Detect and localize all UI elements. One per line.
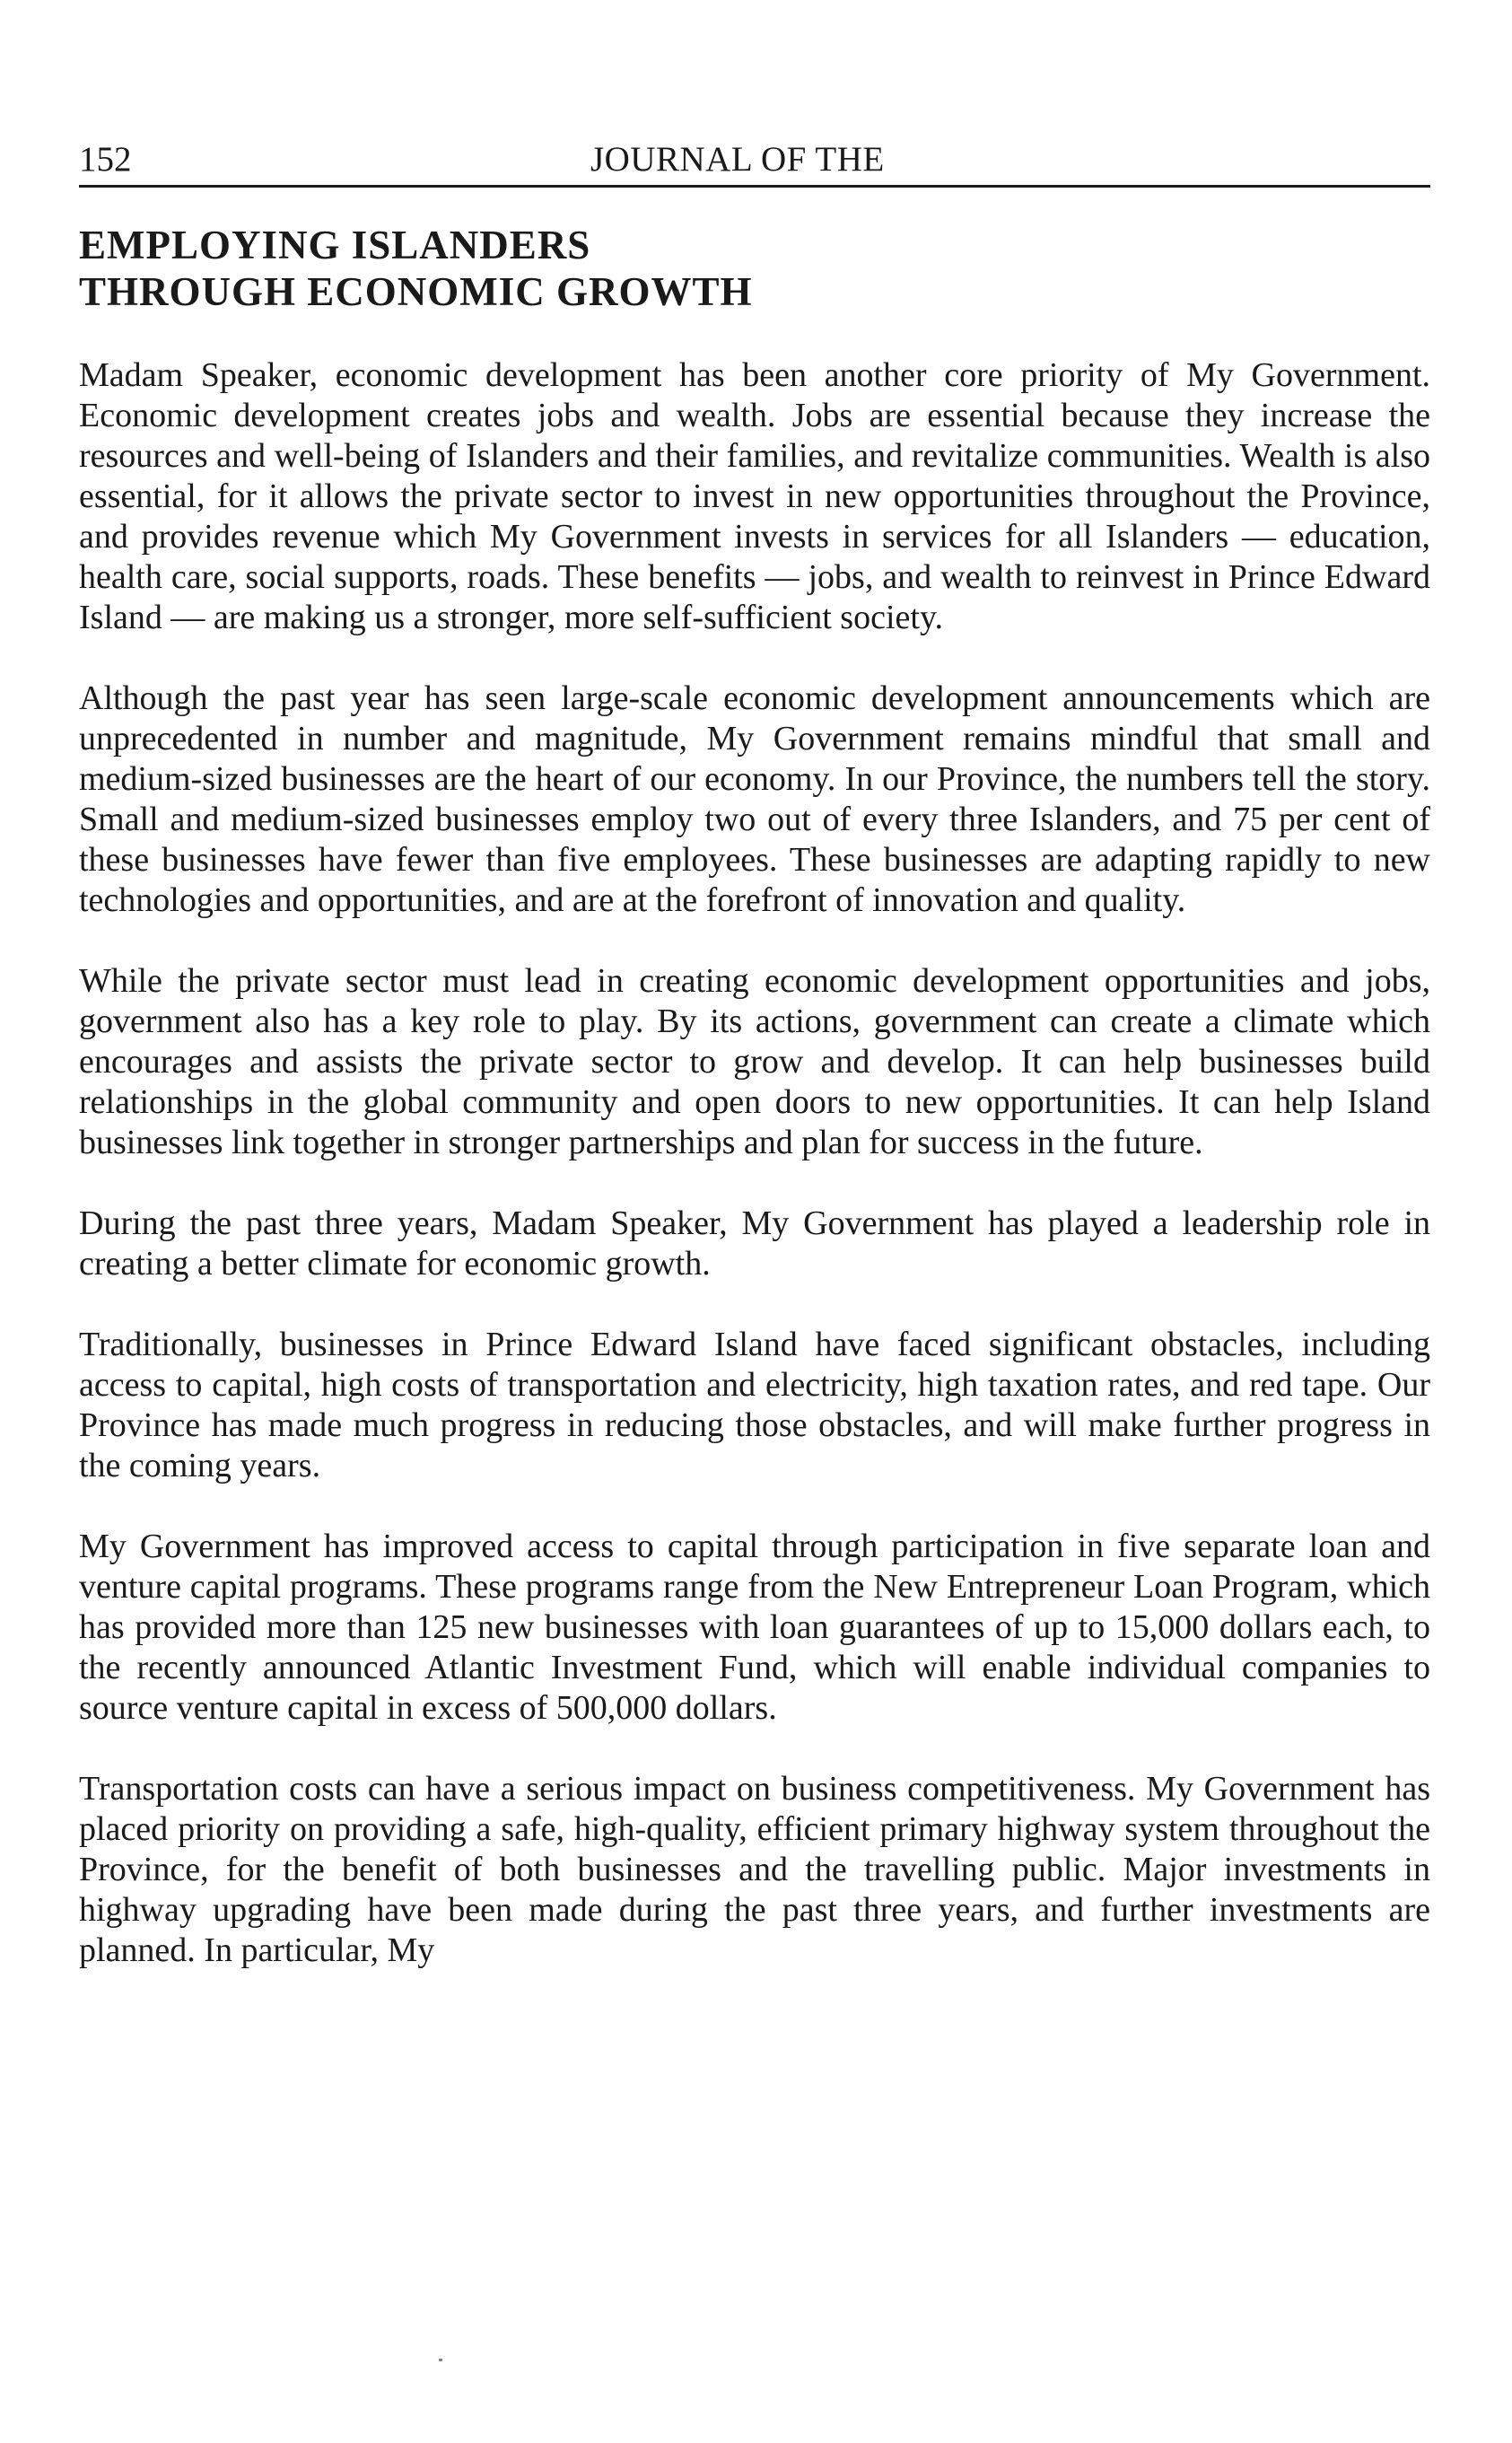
section-title [79,222,1430,315]
paragraph-2: Although the past year has seen large-scale economic development announcements which are unprecedented in number and magnitude, My Government remains mindful that small and medium-sized businesses are the heart of our economy. In our Province, the numbers tell the story. Small and medium-sized businesses employ two out of every three Islanders, and 75 per cent of these businesses have fewer than five employees. These businesses are adapting rapidly to new technologies and opportunities, and are at the forefront of innovation and quality. [79,679,1430,919]
section-title-line-1: EMPLOYING ISLANDERS [79,223,591,267]
paragraph-1: Madam Speaker, economic development has been another core priority of My Government. Economic development creates jobs and wealth. Jobs are essential because they increase the resources and well-being of Islanders and their families, and revitalize communities. Wealth is also essential, for it allows the private sector to invest in new opportunities throughout the Province, and provides revenue which My Government invests in services for all Islanders — education, health care, social supports, roads. These benefits — jobs, and wealth to reinvest in Prince Edward Island — are making us a stronger, more self-sufficient society. [79,356,1430,636]
page-number: 152 [79,140,132,179]
paragraph-3: While the private sector must lead in creating economic development opportunities and jobs, government also has a key role to play. By its actions, government can create a climate which encourages and assists the private sector to grow and develop. It can help businesses build relationships in the global community and open doors to new opportunities. It can help Island businesses link together in stronger partnerships and plan for success in the future. [79,962,1430,1161]
paragraph-6: My Government has improved access to capital through participation in five separate loan and venture capital programs. These programs range from the New Entrepreneur Loan Program, which has provided more than 125 new businesses with loan guarantees of up to 15,000 dollars each, to the recently announced Atlantic Investment Fund, which will enable individual companies to source venture capital in excess of 500,000 dollars. [79,1528,1430,1727]
section-title-line-2: THROUGH ECONOMIC GROWTH [79,269,753,314]
paragraph-4: During the past three years, Madam Speaker, My Government has played a leadership role in creating a better climate for economic growth. [79,1204,1430,1283]
scan-speck [439,2359,442,2361]
paragraph-7: Transportation costs can have a serious impact on business competitiveness. My Government has placed priority on providing a safe, high-quality, efficient primary highway system throughout the Province, for the benefit of both businesses and the travelling public. Major investments in highway upgrading have been made during the past three years, and further investments are planned. In particular, My [79,1770,1430,1969]
body-text [79,355,1430,1971]
journal-page [79,135,1430,2011]
paragraph-5: Traditionally, businesses in Prince Edward Island have faced significant obstacles, including access to capital, high costs of transportation and electricity, high taxation rates, and red tape. Our Province has made much progress in reducing those obstacles, and will make further progress in the coming years. [79,1326,1430,1484]
journal-title: JOURNAL OF THE [590,140,885,179]
running-head [79,135,1430,188]
